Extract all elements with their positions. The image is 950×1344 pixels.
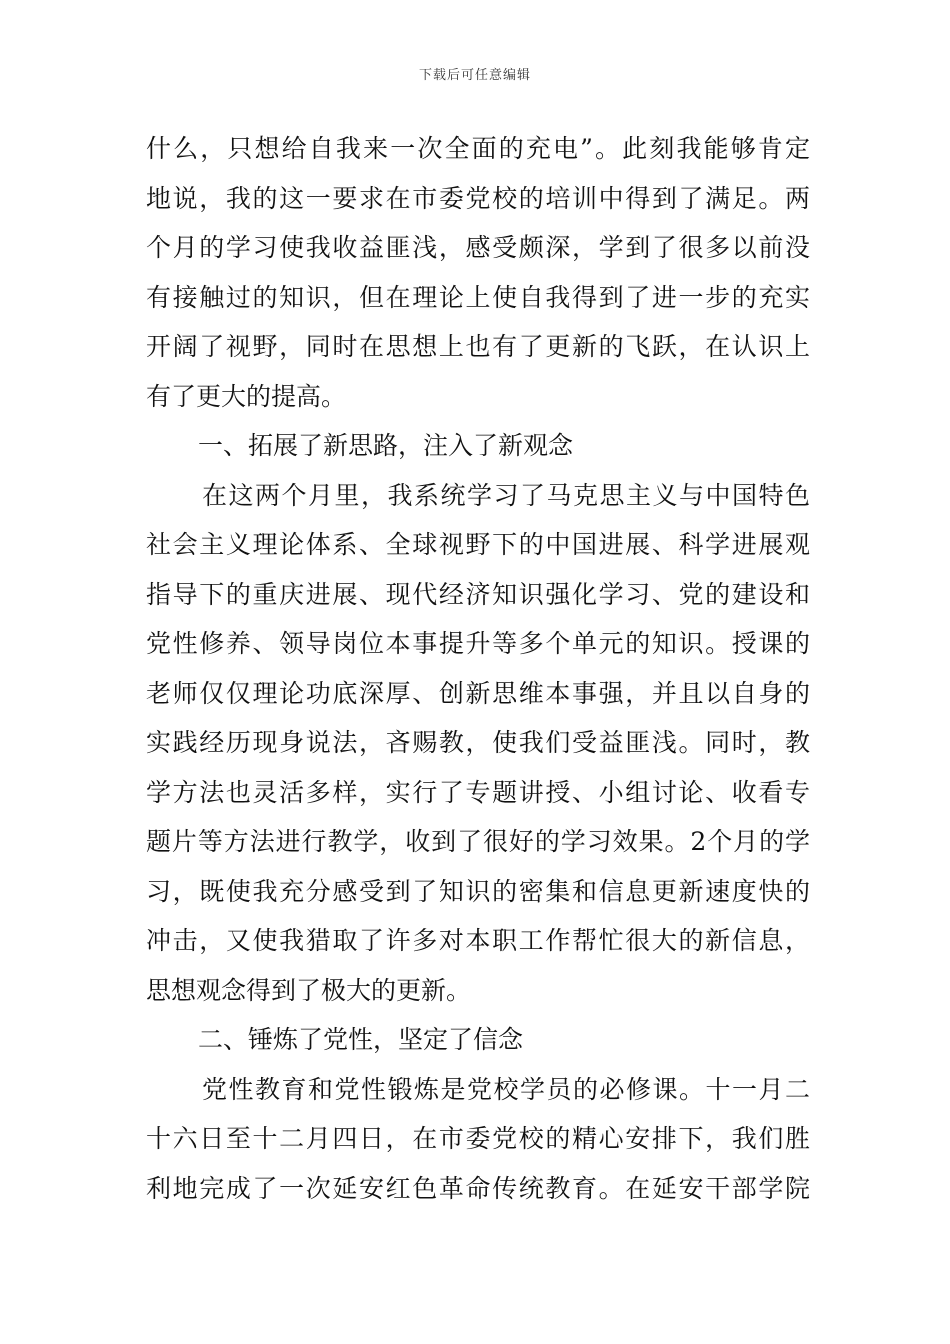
text-line: 题片等方法进行教学，收到了很好的学习效果。2个月的学 bbox=[146, 827, 810, 856]
text-line: 冲击，又使我猎取了许多对本职工作帮忙很大的新信息， bbox=[146, 926, 810, 955]
text-line: 开阔了视野，同时在思想上也有了更新的飞跃，在认识上 bbox=[146, 332, 810, 361]
text-line: 有接触过的知识，但在理论上使自我得到了进一步的充实 bbox=[146, 282, 810, 312]
text-line: 思想观念得到了极大的更新。 bbox=[146, 975, 472, 1005]
page-header: 下载后可任意编辑 bbox=[418, 68, 531, 83]
text-line: 十六日至十二月四日，在市委党校的精心安排下，我们胜 bbox=[146, 1124, 810, 1153]
text-line: 个月的学习使我收益匪浅，感受颇深，学到了很多以前没 bbox=[146, 233, 810, 262]
text-line: 习，既使我充分感受到了知识的密集和信息更新速度快的 bbox=[146, 876, 810, 906]
text-line: 有了更大的提高。 bbox=[146, 381, 347, 411]
text-line: 地说，我的这一要求在市委党校的培训中得到了满足。两 bbox=[146, 183, 810, 213]
section-heading: 一、拓展了新思路，注入了新观念 bbox=[198, 431, 574, 460]
text-line: 社会主义理论体系、全球视野下的中国进展、科学进展观 bbox=[146, 530, 810, 559]
text-line: 指导下的重庆进展、现代经济知识强化学习、党的建设和 bbox=[146, 579, 810, 609]
text-line: 利地完成了一次延安红色革命传统教育。在延安干部学院 bbox=[146, 1173, 810, 1203]
section-heading: 二、锤炼了党性，坚定了信念 bbox=[198, 1025, 524, 1054]
text-line: 老师仅仅理论功底深厚、创新思维本事强，并且以自身的 bbox=[146, 678, 810, 708]
text-line: 什么，只想给自我来一次全面的充电”。此刻我能够肯定 bbox=[146, 134, 810, 163]
text-line: 党性教育和党性锻炼是党校学员的必修课。十一月二 bbox=[202, 1074, 810, 1104]
text-line: 学方法也灵活多样，实行了专题讲授、小组讨论、收看专 bbox=[146, 777, 810, 807]
text-line: 在这两个月里，我系统学习了马克思主义与中国特色 bbox=[202, 480, 810, 510]
text-line: 党性修养、领导岗位本事提升等多个单元的知识。授课的 bbox=[146, 629, 810, 658]
text-line: 实践经历现身说法，吝赐教，使我们受益匪浅。同时，教 bbox=[146, 728, 810, 757]
document-body bbox=[146, 124, 810, 1213]
